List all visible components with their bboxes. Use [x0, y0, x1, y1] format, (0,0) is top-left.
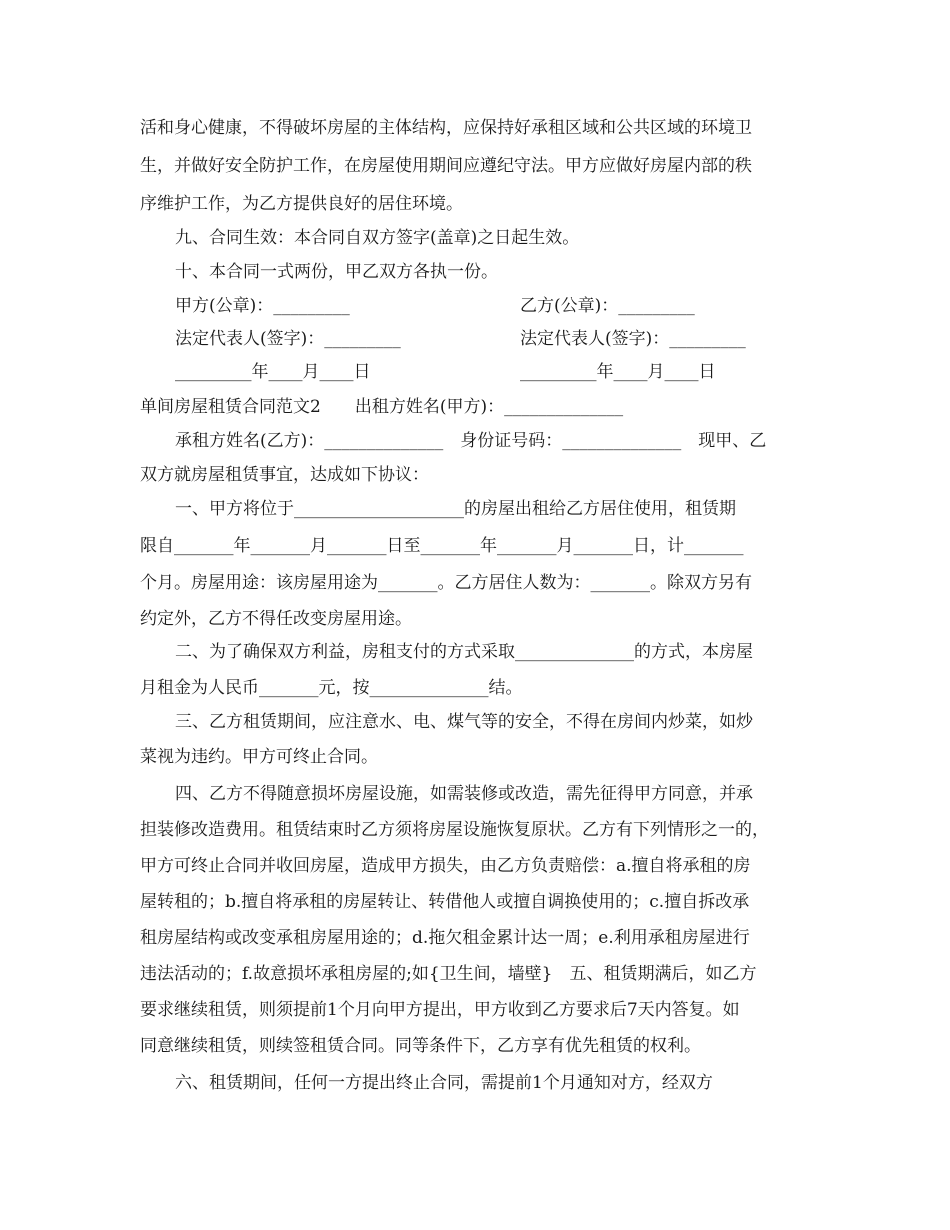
text-line: 个月。房屋用途：该房屋用途为_______。乙方居住人数为：_______。除双方另有: [140, 573, 752, 593]
text-line: 月租金为人民币_______元，按______________结。: [140, 678, 523, 698]
text-line: 菜视为违约。甲方可终止合同。: [140, 747, 378, 767]
text-line: 违法活动的；f.故意损坏承租房屋的;如{卫生间，墙壁} 五、租赁期满后，如乙方: [140, 964, 757, 984]
text-line: 担装修改造费用。租赁结束时乙方须将房屋设施恢复原状。乙方有下列情形之一的，: [140, 820, 769, 840]
party-a-date: _________年____月____日: [175, 362, 371, 382]
party-b-representative: 法定代表人(签字)：_________: [520, 329, 746, 349]
text-line: 租房屋结构或改变承租房屋用途的；d.拖欠租金累计达一周；e.利用承租房屋进行: [140, 928, 750, 948]
party-a-seal: 甲方(公章)：_________: [175, 296, 350, 316]
text-line: 同意继续租赁，则续签租赁合同。同等条件下，乙方享有优先租赁的权利。: [140, 1036, 701, 1056]
section-title: 单间房屋租赁合同范文2 出租方姓名(甲方)：______________: [140, 397, 624, 417]
clause-two: 二、为了确保双方利益，房租支付的方式采取______________的方式，本房屋: [175, 642, 753, 662]
text-line: 限自_______年_______月_______日至_______年_______月_______日，计_______: [140, 536, 744, 556]
text-line: 生，并做好安全防护工作，在房屋使用期间应遵纪守法。甲方应做好房屋内部的秩: [140, 156, 752, 176]
clause-nine: 九、合同生效：本合同自双方签字(盖章)之日起生效。: [175, 228, 580, 248]
text-line: 序维护工作，为乙方提供良好的居住环境。: [140, 194, 463, 214]
text-line: 约定外，乙方不得任改变房屋用途。: [140, 609, 412, 629]
text-line: 甲方可终止合同并收回房屋，造成甲方损失，由乙方负责赔偿：a.擅自将承租的房: [140, 856, 751, 876]
clause-four: 四、乙方不得随意损坏房屋设施，如需装修或改造，需先征得甲方同意，并承: [175, 784, 753, 804]
text-line: 屋转租的；b.擅自将承租的房屋转让、转借他人或擅自调换使用的；c.擅自拆改承: [140, 892, 750, 912]
clause-three: 三、乙方租赁期间，应注意水、电、煤气等的安全，不得在房间内炒菜，如炒: [175, 712, 753, 732]
party-a-representative: 法定代表人(签字)：_________: [175, 329, 401, 349]
text-line: 双方就房屋租赁事宜，达成如下协议：: [140, 465, 429, 485]
clause-six: 六、租赁期间，任何一方提出终止合同，需提前1个月通知对方，经双方: [175, 1073, 713, 1093]
clause-one: 一、甲方将位于____________________的房屋出租给乙方居住使用，租赁期: [175, 499, 736, 519]
text-line: 承租方姓名(乙方)：______________ 身份证号码：______________ 现甲、乙: [175, 431, 767, 451]
text-line: 要求继续租赁，则须提前1个月向甲方提出，甲方收到乙方要求后7天内答复。如: [140, 1000, 740, 1020]
clause-ten: 十、本合同一式两份，甲乙双方各执一份。: [175, 262, 498, 282]
text-line: 活和身心健康，不得破坏房屋的主体结构，应保持好承租区域和公共区域的环境卫: [140, 118, 752, 138]
party-b-date: _________年____月____日: [520, 362, 716, 382]
party-b-seal: 乙方(公章)：_________: [520, 296, 695, 316]
